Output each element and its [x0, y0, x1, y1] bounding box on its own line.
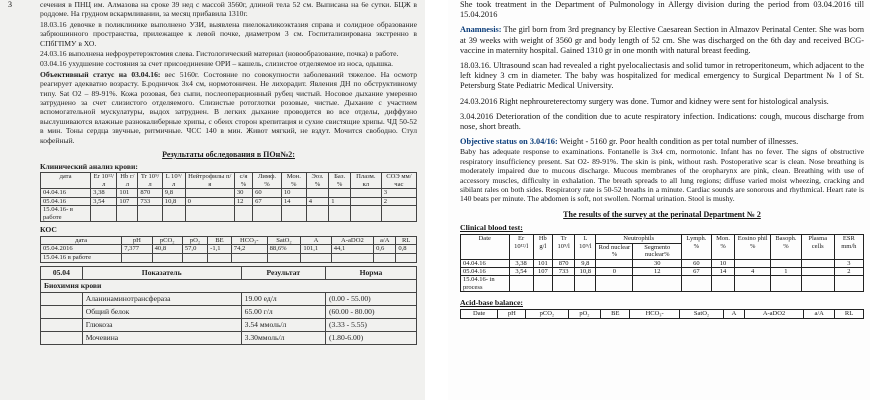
kos-title: КОС — [40, 225, 57, 235]
col-header: L 10⁹/l — [575, 235, 596, 259]
col-header: pO₂ — [182, 236, 207, 245]
col-header: Баз. % — [329, 172, 351, 188]
history-paragraph: 18.03.16. Ultrasound scan had revealed a right pyelocaliectasis and solid tumor in retroperitoneum, which adjacent to the left kidney 3 cm in diameter. The baby was hospitalized for medical emergency to Surgical Department № l of St. Petersburg State Pediatric Medical University. — [460, 61, 864, 91]
col-header: HCO₃- — [630, 310, 680, 318]
col-header: Hb г/л — [117, 172, 138, 188]
col-header: Mon. % — [711, 235, 735, 259]
table-row: Общий белок 65.00 г/л (60.00 - 80.00) — [41, 305, 417, 318]
col-header: a/A — [374, 236, 396, 245]
col-header: Neutrophils — [596, 235, 682, 243]
acid-base-table — [460, 309, 864, 318]
cbc-title-ru: Клинический анализ крови: — [40, 161, 138, 171]
page-number: 3 — [8, 0, 12, 9]
history-paragraph: сечения в ПНЦ им. Алмазова на сроке 39 нед с массой 3560г, длиной тела 52 см. Выписана на 6е сутки. БЦЖ в роддоме. На грудном вскармливании, за месяц прибавила 1310г. — [40, 0, 417, 19]
col-header: Date — [461, 235, 510, 259]
table-header-row — [41, 172, 417, 188]
anamnesis-label: Anamnesis: — [460, 25, 502, 35]
cbc-table-ru — [40, 172, 417, 223]
col-header: Segmento nuclear% — [633, 243, 682, 259]
english-translation-page — [448, 0, 870, 400]
col-header: L 10⁹/л — [162, 172, 185, 188]
col-header: A-aDO2 — [331, 236, 373, 245]
cbc-table — [460, 234, 864, 292]
col-header: Норма — [325, 266, 416, 279]
col-header: Мон. % — [281, 172, 306, 188]
col-header: Er 10¹²/l — [509, 235, 533, 259]
table-row: 05.04.16 3,54 107 733 10,8 0 12 67 14 4 1 2 — [461, 267, 864, 275]
biochemistry-title: Биохимия крови — [41, 279, 417, 292]
col-header: Rod nuclear % — [596, 243, 633, 259]
results-title-ru: Результаты обследования в ПОн№2: — [162, 150, 295, 160]
objective-lead: Weight - 5160 gr. Poor health condition as per total number of illnesses. — [557, 137, 799, 147]
kos-table — [40, 236, 417, 263]
anamnesis-text: The girl born from 3rd pregnancy by Elective Caesarean Section in Almazov Perinatal Center. She was born at 39 weeks with weight of 3560 gr and body length of 52 cm. She was discharged on the 6th day and received BCG- vaccine in maternity hospital. Gained 1310 gr in one month with natural breast feeding. — [460, 25, 864, 55]
objective-status-ru — [40, 70, 417, 145]
page-gutter — [425, 0, 448, 400]
acid-base-title: Acid-base balance: — [460, 298, 524, 308]
col-header: Er 10¹²/л — [91, 172, 117, 188]
col-header: A — [301, 236, 331, 245]
col-header: Нейтрофилы п/я — [185, 172, 234, 188]
history-paragraph: 18.03.16 девочке в поликлинике выполнено УЗИ, выявлена пиелокаликоэктазия справа и солидное образование забрюшинного пространства, прилежащее к левой почке, диаметром 3 см. Госпитализирована экстренно в СПбГПМУ в ХО. — [40, 19, 417, 48]
col-header: SatO₂ — [267, 236, 301, 245]
col-header: Plasma cells — [801, 235, 834, 259]
objective-text: Baby has adequate response to examinations. Fontanelle is 3x4 cm, normotonic. Infant has no fever. The signs of obstructive respiratory insufficiency present. Sat O2- 89-91%. The skin is pink, without rash. Postoperative scar is clean. Nose breathing is moderately impaired due to mucous discharge. Mucous membranes of the oropharynx are pink, clean. Breathing with use of accessory muscles, difficulty in exhalation. The breath spreads to all lung regions; diffuse varied moist wheezing, cracking and sibilant rales on both sides. Respiratory rate is 50-52 breaths in a minute. Cardiac sounds are sonorous and rhythmical. Heart rate is 140 beats per minute. The abdomen is soft, not swollen. Normal urination. Stool is mushy. — [460, 147, 864, 204]
col-header: Эоз. % — [306, 172, 329, 188]
intro-paragraph: She took treatment in the Department of Pulmonology in Allergy division during the period from 03.04.2016 till 15.04.2016 — [460, 0, 864, 20]
col-header: BE — [208, 236, 232, 245]
objective-text-ru: вес 5160г. Состояние по совокупности заболеваний тяжелое. На осмотр реагирует адекватно возрасту. Б.родничок 3х4 см, нормотоничен. Не лихорадит. Явления ДН по обструктивному типу. Sat O2 – 89-91%. Кожа розовая, без сыпи, послеоперационный рубец чистый. Носовое дыхание умеренно затруднено за счет слизистого отделяемого. Слизистые ротоглотки розовые, чистые. Дыхание с участием вспомогательной мускулатуры, выдох затруднен. В легких дыхание проводится во все отделы, диффузно выслушиваются влажные разнокалиберные хрипы, с обеих сторон крепитация и сухие свистящие хрипы. ЧД 50-52 в мин. Тоны сердца звучные, ритмичные. ЧСС 140 в мин. Живот мягкий, не вздут. Мочится свободно. Стул кофейный. — [40, 69, 417, 145]
history-paragraph: 24.03.2016 Right nephroureterectomy surgery was done. Tumor and kidney were sent for histological analysis. — [460, 96, 829, 106]
table-row: 04.04.16 3,38 101 870 9,8 30 60 10 3 — [461, 259, 864, 267]
table-row: Глюкоза 3.54 ммоль/л (3.33 - 5.55) — [41, 318, 417, 331]
col-header: SatO₂ — [680, 310, 724, 318]
russian-scan-page — [0, 0, 425, 400]
col-header: HCO₃- — [231, 236, 267, 245]
history-paragraph: 3.04.2016 Deterioration of the condition due to acute respiratory infection. Indications: cough, mucous discharge from nose, short breath. — [460, 111, 864, 132]
results-title: The results of the survey at the perinatal Department № 2 — [563, 209, 761, 219]
table-header-row — [461, 235, 864, 243]
col-header: Лимф. % — [253, 172, 282, 188]
anamnesis-paragraph — [460, 25, 864, 56]
col-header: 05.04 — [41, 266, 83, 279]
objective-status — [460, 137, 864, 147]
table-row: 05.04.2016 7,377 40,8 57,0 -1,1 74,2 88,6% 101,1 44,1 0,6 0,8 — [41, 245, 417, 254]
history-paragraph: 24.03.16 выполнена нефроуретерэктомия слева. Гистологический материал (новообразование, почка) в работе. — [40, 49, 399, 59]
col-header: Eosino phil % — [735, 235, 771, 259]
table-row: 15.04.16 в работе — [41, 254, 417, 263]
col-header: RL — [396, 236, 417, 245]
table-row: Мочевина 3.30ммоль/л (1.80-6.00) — [41, 331, 417, 344]
col-header: с/я % — [234, 172, 252, 188]
table-row: 04.04.16 3,38 101 870 9,8 30 60 10 3 — [41, 189, 417, 198]
col-header: Показатель — [82, 266, 241, 279]
col-header: Tr 10⁹/l — [552, 235, 574, 259]
col-header: Tr 10⁹/л — [138, 172, 162, 188]
col-header: дата — [41, 236, 122, 245]
table-header-row — [461, 310, 864, 318]
cbc-title: Clinical blood test: — [460, 223, 523, 233]
table-header-row — [41, 266, 417, 279]
table-row: Аланинаминотрансфераза 19.00 ед/л (0.00 - 55.00) — [41, 292, 417, 305]
col-header: pCO₂ — [526, 310, 568, 318]
col-header: Hb g/l — [533, 235, 552, 259]
col-header: Basoph. % — [770, 235, 801, 259]
objective-label-ru: Объективный статус на 03.04.16: — [40, 69, 161, 79]
table-row — [41, 279, 417, 292]
history-paragraph: 03.04.16 ухудшение состояния за счет присоединение ОРИ – кашель, слизистое отделяемое из носа, одышка. — [40, 59, 393, 69]
col-header: СОЭ мм/час — [381, 172, 416, 188]
col-header: pO₂ — [568, 310, 601, 318]
col-header: a/A — [804, 310, 835, 318]
col-header: A-aDO2 — [744, 310, 803, 318]
col-header: Результат — [241, 266, 325, 279]
objective-label: Objective status on 3.04/16: — [460, 137, 558, 147]
table-row: 15.04.16- in process — [461, 276, 864, 292]
col-header: pH — [122, 236, 152, 245]
col-header: Date — [461, 310, 498, 318]
col-header: RL — [835, 310, 864, 318]
table-header-row — [41, 236, 417, 245]
table-row: 05.04.16 3,54 107 733 10,8 0 12 67 14 4 1 2 — [41, 197, 417, 206]
col-header: BE — [601, 310, 630, 318]
col-header: A — [723, 310, 744, 318]
col-header: Lymph. % — [682, 235, 712, 259]
col-header: Плазм. кл — [350, 172, 381, 188]
col-header: pCO₂ — [152, 236, 182, 245]
col-header: дата — [41, 172, 91, 188]
col-header: pH — [498, 310, 526, 318]
biochemistry-table — [40, 266, 417, 345]
col-header: ESR mm/h — [834, 235, 863, 259]
table-row: 15.04.16- в работе — [41, 206, 417, 222]
